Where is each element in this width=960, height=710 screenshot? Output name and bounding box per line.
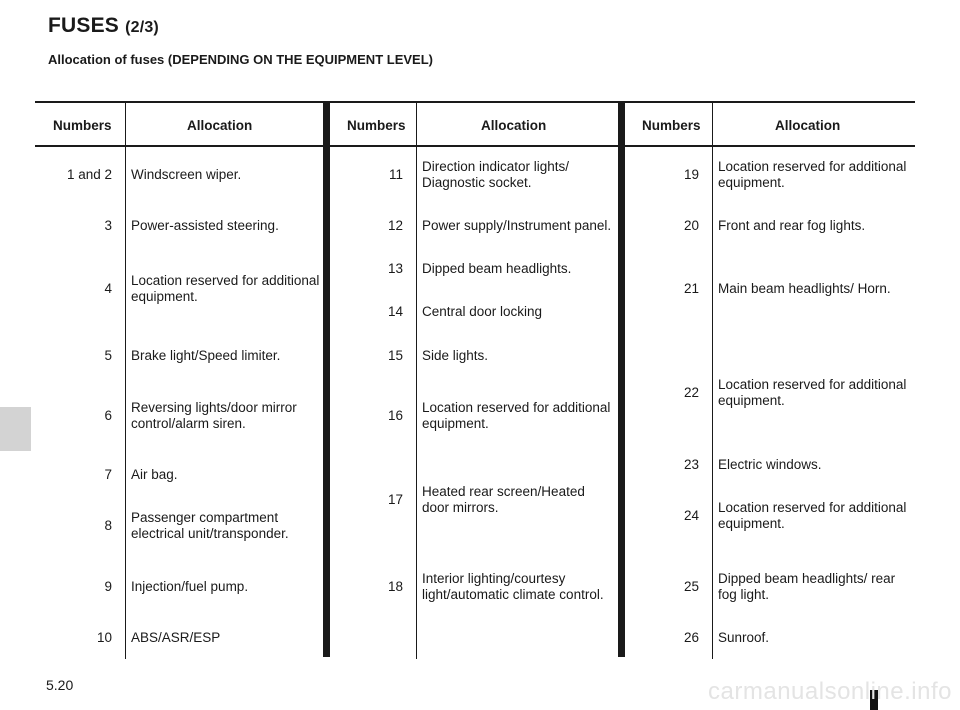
fuse-allocation: Reversing lights/door mirror control/alarm siren. <box>131 400 297 431</box>
fuse-allocation: Brake light/Speed limiter. <box>131 348 281 363</box>
fuse-allocation: Central door locking <box>422 304 543 319</box>
fuse-number: 26 <box>683 630 699 645</box>
fuse-number: 19 <box>683 167 699 182</box>
column-divider-line <box>125 103 126 659</box>
header-separator <box>330 145 620 147</box>
fuse-number: 12 <box>387 218 403 233</box>
fuse-allocation: Sunroof. <box>718 630 770 645</box>
page-title-part: (2/3) <box>125 19 159 36</box>
fuse-allocation: Main beam headlights/ Horn. <box>718 281 891 296</box>
fuse-allocation: ABS/ASR/ESP <box>131 630 221 645</box>
watermark: carmanualsonline.info <box>708 678 952 705</box>
fuse-number: 20 <box>683 218 699 233</box>
fuse-number: 23 <box>683 457 699 472</box>
fuse-allocation: Injection/fuel pump. <box>131 579 249 594</box>
fuse-allocation: Front and rear fog lights. <box>718 218 866 233</box>
fuse-allocation: Location reserved for additional equipment. <box>131 273 320 304</box>
fuse-number: 8 <box>104 518 112 533</box>
fuse-number: 21 <box>683 281 699 296</box>
header-numbers: Numbers <box>347 118 406 133</box>
fuse-number: 9 <box>104 579 112 594</box>
fuse-allocation: Direction indicator lights/ Diagnostic socket. <box>422 159 570 190</box>
fuse-number: 18 <box>387 579 403 594</box>
chapter-tab <box>0 407 31 451</box>
header-allocation: Allocation <box>481 118 547 133</box>
fuse-allocation: Location reserved for additional equipment. <box>718 159 907 190</box>
header-numbers: Numbers <box>642 118 701 133</box>
header-numbers: Numbers <box>53 118 112 133</box>
fuse-allocation: Location reserved for additional equipment. <box>422 400 611 431</box>
fuse-allocation: Heated rear screen/Heated door mirrors. <box>422 484 585 515</box>
fuse-number: 17 <box>387 492 403 507</box>
fuse-number: 22 <box>683 385 699 400</box>
page-number: 5.20 <box>46 677 74 693</box>
fuse-allocation: Side lights. <box>422 348 489 363</box>
header-separator <box>35 145 325 147</box>
fuse-number: 24 <box>683 508 699 523</box>
fuse-number: 11 <box>388 167 403 182</box>
fuse-number: 10 <box>96 630 112 645</box>
header-separator <box>625 145 915 147</box>
fuse-number: 5 <box>104 348 112 363</box>
fuse-number: 15 <box>387 348 403 363</box>
column-divider <box>323 101 330 657</box>
fuse-allocation: Interior lighting/courtesy light/automatic climate control. <box>422 571 604 602</box>
page-title-main: FUSES <box>48 14 120 37</box>
fuse-allocation: Dipped beam headlights. <box>422 261 572 276</box>
fuse-allocation: Location reserved for additional equipment. <box>718 377 907 408</box>
fuse-number: 25 <box>683 579 699 594</box>
fuse-table-column-2 <box>330 101 620 659</box>
fuse-number: 7 <box>104 467 112 482</box>
page-title <box>48 14 159 38</box>
fuse-number: 6 <box>104 408 112 423</box>
fuse-table-column-3 <box>625 101 915 659</box>
fuse-number: 4 <box>104 281 112 296</box>
fuse-number: 16 <box>387 408 403 423</box>
fuse-table-column-1 <box>35 101 325 659</box>
column-divider-line <box>416 103 417 659</box>
fuse-allocation: Air bag. <box>131 467 178 482</box>
header-allocation: Allocation <box>187 118 253 133</box>
fuse-allocation: Power supply/Instrument panel. <box>422 218 612 233</box>
fuse-allocation: Power-assisted steering. <box>131 218 279 233</box>
fuse-allocation: Windscreen wiper. <box>131 167 242 182</box>
page-subtitle: Allocation of fuses (DEPENDING ON THE EQUIPMENT LEVEL) <box>48 52 433 67</box>
fuse-number: 14 <box>387 304 403 319</box>
column-divider <box>618 101 625 657</box>
fuse-allocation: Electric windows. <box>718 457 822 472</box>
fuse-number: 1 and 2 <box>66 167 112 182</box>
fuse-number: 13 <box>387 261 403 276</box>
fuse-allocation: Dipped beam headlights/ rear fog light. <box>718 571 896 602</box>
fuse-allocation: Location reserved for additional equipment. <box>718 500 907 531</box>
fuse-allocation: Passenger compartment electrical unit/transponder. <box>131 510 289 541</box>
column-divider-line <box>712 103 713 659</box>
header-allocation: Allocation <box>775 118 841 133</box>
fuse-number: 3 <box>104 218 112 233</box>
